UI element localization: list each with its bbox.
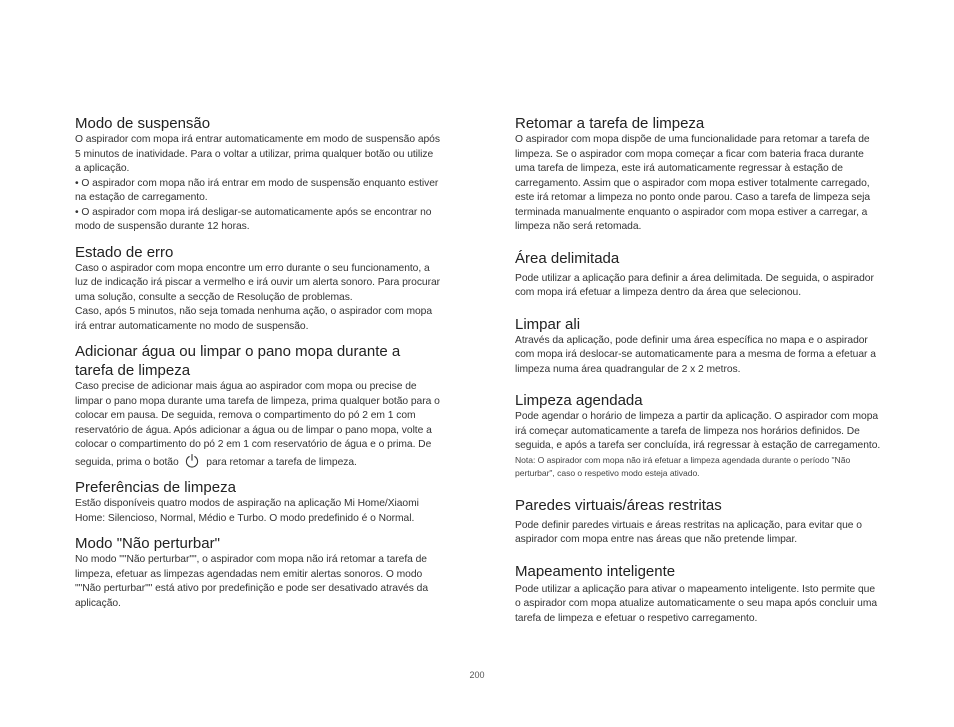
section-cleaning-preferences xyxy=(75,478,441,526)
section-do-not-disturb xyxy=(75,534,441,611)
section-text-before-icon: Caso precise de adicionar mais água ao aspirador com mopa ou precise de limpar o pano mopa durante uma tarefa de limpeza, prima qualquer botão para o colocar em pausa. De seguida, remova o compartimento do pó 2 em 1 com reservatório de água. Após adicionar a água ou de limpar o pano mopa, volte a colocar o compartimento do pó 2 em 1 com reservatório de água e o prima. De seguida, prima o botão xyxy=(75,381,440,468)
right-column xyxy=(515,114,881,634)
section-text: No modo ""Não perturbar"", o aspirador com mopa não irá retomar a tarefa de limpeza, efetuar as limpezas agendadas nem emitir alertas sonoros. O modo ""Não perturbar"" está ativo por predefinição e pode ser desativado através da aplicação. xyxy=(75,554,429,609)
section-scheduled-cleaning xyxy=(515,391,881,480)
section-text: Pode definir paredes virtuais e áreas restritas na aplicação, para evitar que o aspirador com mopa entre nas áreas que não pretende limpar. xyxy=(515,519,862,545)
section-text: Pode utilizar a aplicação para ativar o mapeamento inteligente. Isto permite que o aspirador com mopa atualize automaticamente o seu mapa após concluir uma tarefa de limpeza e efetuar o respetivo carregamento. xyxy=(515,583,878,624)
section-title: Paredes virtuais/áreas restritas xyxy=(515,496,722,514)
section-title: Modo de suspensão xyxy=(75,115,211,132)
section-text: Através da aplicação, pode definir uma área específica no mapa e o aspirador com mopa irá deslocar-se automaticamente para a mesma de forma a efetuar a limpeza numa área quadrangular de 2 x 2 metros. xyxy=(515,334,876,375)
section-text: O aspirador com mopa irá entrar automaticamente em modo de suspensão após 5 minutos de inatividade. Para o voltar a utilizar, prima qualquer botão ou utilize a aplicação. xyxy=(75,134,440,174)
section-spot-clean xyxy=(515,315,881,378)
section-text: Caso, após 5 minutos, não seja tomada nenhuma ação, o aspirador com mopa irá entrar automaticamente no modo de suspensão. xyxy=(75,306,433,332)
left-column xyxy=(75,114,441,619)
section-title: Limpar ali xyxy=(515,315,581,333)
section-text: O aspirador com mopa dispõe de uma funcionalidade para retomar a tarefa de limpeza. Se o aspirador com mopa começar a ficar com bateria fraca durante uma tarefa de limpeza, este irá automaticamente regressar à estação de carregamento. Assim que o aspirador com mopa estiver totalmente carregado, este irá retomar a limpeza no ponto onde parou. Caso a tarefa de limpeza seja terminada manualmente enquanto o aspirador com mopa estiver a carregar, a limpeza não será retomada. xyxy=(515,134,871,232)
section-suspend-mode xyxy=(75,114,441,235)
section-title: Área delimitada xyxy=(515,249,620,267)
bullet-text: • O aspirador com mopa não irá entrar em modo de suspensão enquanto estiver na estação de carregamento. xyxy=(75,177,439,203)
section-add-water xyxy=(75,342,441,470)
section-title: Retomar a tarefa de limpeza xyxy=(515,115,705,132)
section-title: Limpeza agendada xyxy=(515,392,643,409)
section-title: Preferências de limpeza xyxy=(75,479,236,496)
section-resume-cleaning xyxy=(515,114,881,235)
section-error-state xyxy=(75,243,441,335)
bullet-text: • O aspirador com mopa irá desligar-se automaticamente após se encontrar no modo de suspensão durante 12 horas. xyxy=(75,206,432,232)
note-text: Nota: O aspirador com mopa não irá efetuar a limpeza agendada durante o período "Não perturbar", caso o respetivo modo esteja ativado. xyxy=(515,454,851,478)
section-virtual-walls xyxy=(515,496,881,548)
section-title: Mapeamento inteligente xyxy=(515,562,676,580)
section-text: Pode utilizar a aplicação para definir a área delimitada. De seguida, o aspirador com mopa irá efetuar a limpeza dentro da área que selecionou. xyxy=(515,272,874,298)
section-title: Adicionar água ou limpar o pano mopa durante a tarefa de limpeza xyxy=(75,343,401,379)
section-title: Estado de erro xyxy=(75,243,174,261)
section-title: Modo "Não perturbar" xyxy=(75,535,220,552)
section-smart-mapping xyxy=(515,562,881,627)
section-text: Caso o aspirador com mopa encontre um erro durante o seu funcionamento, a luz de indicação irá piscar a vermelho e irá ouvir um alerta sonoro. Para procurar uma solução, consulte a secção de Resolução de problemas. xyxy=(75,262,441,303)
section-zone-area xyxy=(515,249,881,301)
section-text-after-icon: para retomar a tarefa de limpeza. xyxy=(206,456,357,468)
power-icon xyxy=(184,453,200,469)
section-text xyxy=(75,380,441,470)
page-number: 200 xyxy=(469,670,485,680)
section-text: Estão disponíveis quatro modos de aspiração na aplicação Mi Home/Xiaomi Home: Silencioso, Normal, Médio e Turbo. O modo predefinido é o Normal. xyxy=(75,498,419,524)
section-text: Pode agendar o horário de limpeza a partir da aplicação. O aspirador com mopa irá começar automaticamente a tarefa de limpeza nos horários definidos. De seguida, e após a tarefa ser concluída, irá regressar à estação de carregamento. xyxy=(515,411,881,451)
